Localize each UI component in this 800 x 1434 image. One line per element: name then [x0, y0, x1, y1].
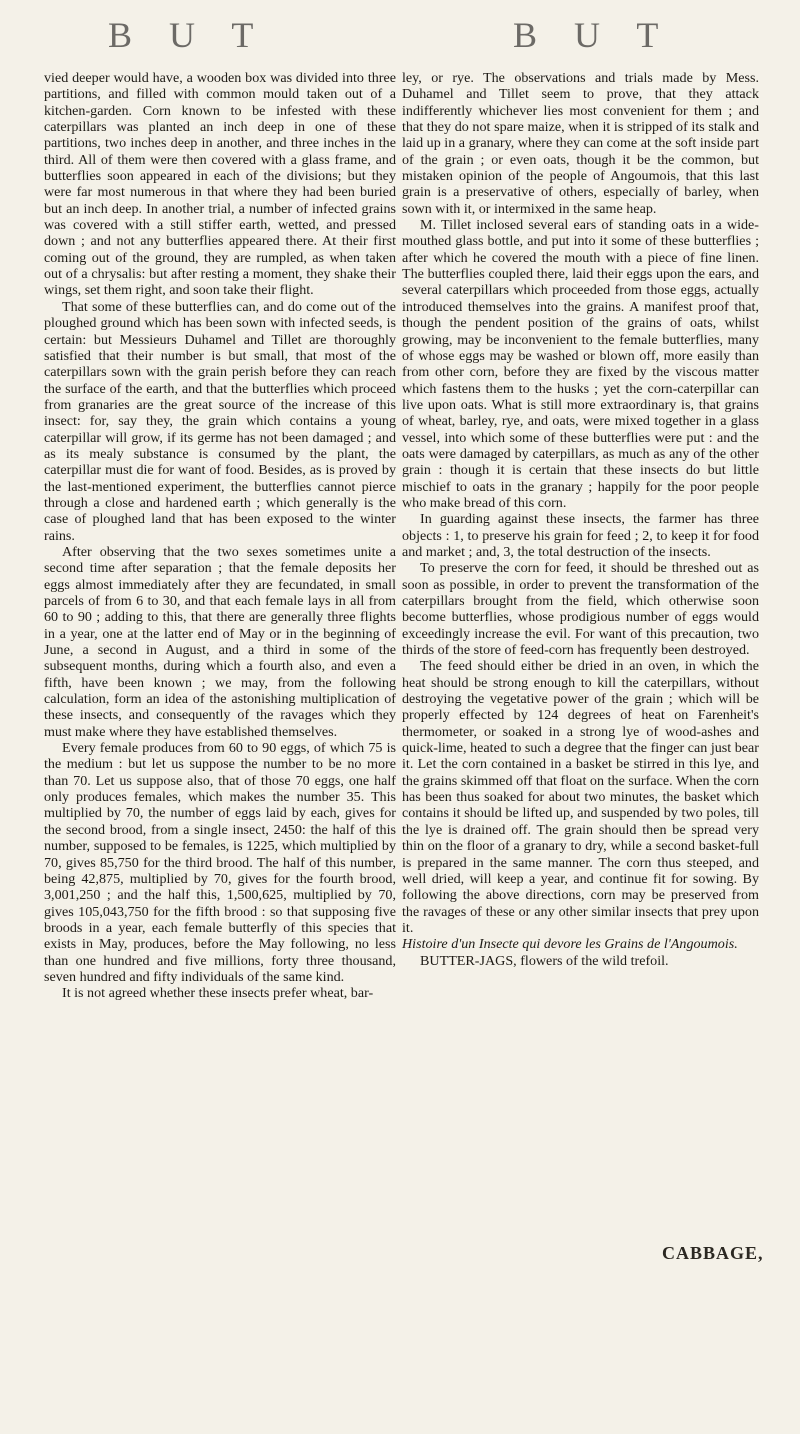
paragraph: After observing that the two sexes sometimes unite a second time after separation ; that the female deposits her eggs almost immediately after they are fecundated, in small parcels of from 6 to 30, and that each female lays in all from 60 to 90 ; adding to this, that there are generally three flights in a year, one at the latter end of May or in the beginning of June, a second in August, and a third in some of the subsequent months, during which a fourth also, and even a fifth, have been known ; we may, from the following calculation, form an idea of the astonishing multiplication of these insects, and consequently of the ravages which they must make where they have established themselves. [44, 543, 396, 740]
running-header [0, 14, 800, 64]
paragraph: Every female produces from 60 to 90 eggs, of which 75 is the medium : but let us suppose the number to be no more than 70. Let us suppose also, that of those 70 eggs, one half only produces females, which makes the number 35. This multiplied by 70, the number of eggs laid by each, gives for the second brood, from a single insect, 2450: the half of this number, supposed to be females, is 1225, which multiplied by 70, gives 85,750 for the third brood. The half of this number, being 42,875, multiplied by 70, gives for the fourth brood, 3,001,250 ; and the half this, 1,500,625, multiplied by 70, gives 105,043,750 for the fifth brood : so that supposing five broods in a year, each female butterfly of this species that exists in May, produces, before the May following, no less than one hundred and five millions, forty three thousand, seven hundred and fifty individuals of the same kind. [44, 740, 396, 985]
right-column [402, 70, 759, 969]
paragraph: M. Tillet inclosed several ears of standing oats in a wide-mouthed glass bottle, and put into it some of these butterflies ; after which he covered the mouth with a piece of fine linen. The butterflies coupled there, laid their eggs upon the ears, and several caterpillars which proceeded from those eggs, actually introduced themselves into the grains. A manifest proof that, though the pendent position of the grains of oats, whilst growing, may be inconvenient to the female butterflies, many of whose eggs may be washed or blown off, more easily than from other corn, before they are fixed by the viscous matter which fastens them to the husks ; yet the corn-caterpillar can live upon oats. What is still more extraordinary is, that grains of wheat, barley, rye, and oats, were mixed together in a glass vessel, into which some of these butterflies were put : and the oats were damaged by caterpillars, as much as any of the other grain : though it is certain that these insects do but little mischief to oats in the granary ; happily for the poor people who make bread of this corn. [402, 217, 759, 511]
catchword: CABBAGE, [662, 1243, 764, 1263]
paragraph: In guarding against these insects, the farmer has three objects : 1, to preserve his grain for feed ; 2, to keep it for food and market ; and, 3, the total destruction of the insects. [402, 511, 759, 560]
paragraph: ley, or rye. The observations and trials made by Mess. Duhamel and Tillet seem to prove, that they attack indifferently whichever lies most convenient for them ; and that they do not spare maize, when it is stripped of its stalk and laid up in a granary, where they can come at the soft inside part of the grain ; or even oats, though it be the common, but mistaken opinion of the people of Angoumois, that this last grain is a preservative of others, especially of barley, when sown with it, or intermixed in the same heap. [402, 70, 759, 217]
paragraph: The feed should either be dried in an oven, in which the heat should be strong enough to kill the caterpillars, without destroying the vegetative power of the grain ; which will be properly effected by 124 degrees of heat on Farenheit's thermometer, or soaked in a strong lye of wood-ashes and quick-lime, heated to such a degree that the finger can just bear it. Let the corn contained in a basket be stirred in this lye, and the grains skimmed off that float on the surface. When the corn has been thus soaked for about two minutes, the basket which contains it should be lifted up, and suspended by two poles, till the lye is drained off. The grain should then be spread very thin on the floor of a granary to dry, while a second basket-full is prepared in the same manner. The corn thus steeped, and well dried, will keep a year, and continue fit for sowing. By following the above directions, corn may be preserved from the ravages of these or any other similar insects that prey upon it. [402, 658, 759, 936]
header-right-word: B U T [513, 15, 673, 55]
left-column [44, 70, 396, 1002]
paragraph: It is not agreed whether these insects prefer wheat, bar- [62, 985, 374, 1002]
dictionary-entry: BUTTER-JAGS, flowers of the wild trefoil. [420, 952, 669, 969]
paragraph: vied deeper would have, a wooden box was divided into three partitions, and filled with common mould taken out of a kitchen-garden. Corn known to be infested with these caterpillars was planted an inch deep in one of these partitions, two inches deep in another, and three inches in the third. All of them were then covered with a glass frame, and butterflies soon appeared in each of the divisions; but they were far most numerous in that where they had been buried but an inch deep. In another trial, a number of infected grains was covered with a still stiffer earth, wetted, and pressed down ; and not any butterflies appeared there. At their first coming out of the ground, they are rumpled, as when taken out of a chrysalis: but after resting a moment, they shake their wings, set them right, and soon take their flight. [44, 70, 396, 299]
header-left-word: B U T [108, 15, 268, 55]
citation [402, 936, 759, 952]
paragraph: To preserve the corn for feed, it should be threshed out as soon as possible, in order to prevent the transformation of the caterpillars brought from the field, which otherwise soon become butterflies, whose prodigious number of eggs would exceedingly increase the evil. For want of this precaution, two thirds of the store of feed-corn has frequently been destroyed. [402, 560, 759, 659]
paragraph: That some of these butterflies can, and do come out of the ploughed ground which has been sown with infected seeds, is certain: but Messieurs Duhamel and Tillet are thoroughly satisfied that their number is but small, that most of the caterpillars sown with the grain perish before they can reach the surface of the earth, and that the butterflies which proceed from granaries are the great source of the increase of this insect: for, say they, the grain which contains a young caterpillar will grow, if its germe has not been damaged ; and as its mealy substance is consumed by the plant, the caterpillar must die for want of food. Besides, as is proved by the last-mentioned experiment, the butterflies cannot pierce through a close and hardened earth ; which generally is the case of ploughed land that has been exposed to the winter rains. [44, 298, 396, 544]
citation-text: Histoire d'un Insecte qui devore les Grains de l'Angoumois. [402, 936, 738, 953]
